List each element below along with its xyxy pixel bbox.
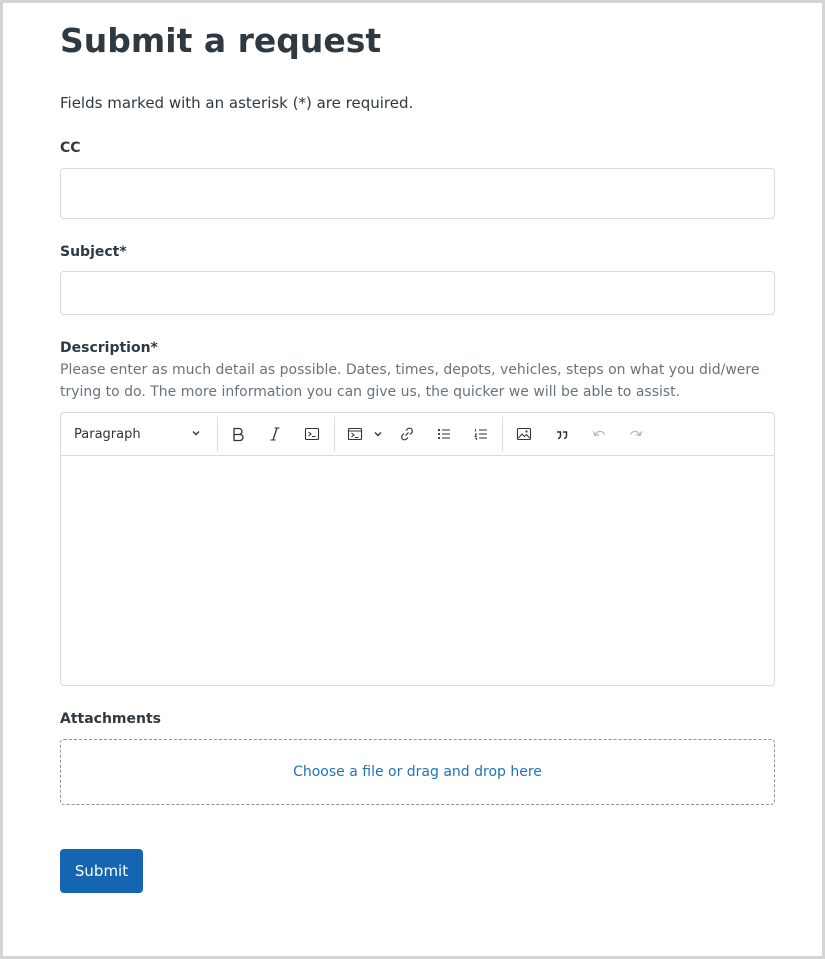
image-icon — [516, 426, 532, 442]
image-button[interactable] — [511, 421, 537, 447]
undo-icon — [591, 426, 607, 442]
code-block-button[interactable] — [342, 421, 368, 447]
link-icon — [399, 426, 415, 442]
toolbar-divider — [217, 417, 218, 451]
bulleted-list-button[interactable] — [431, 421, 457, 447]
quote-button[interactable] — [549, 421, 575, 447]
code-icon — [304, 426, 320, 442]
description-hint: Please enter as much detail as possible. Dates, times, depots, vehicles, steps on what you did/were trying to do. The more information you can give us, the quicker we will be able to assist. — [60, 362, 760, 400]
link-button[interactable] — [394, 421, 420, 447]
chevron-down-icon — [191, 427, 201, 442]
required-fields-note: Fields marked with an asterisk (*) are required. — [60, 94, 414, 112]
toolbar-divider — [334, 417, 335, 451]
page-title: Submit a request — [60, 21, 382, 60]
format-select-label: Paragraph — [74, 426, 141, 442]
bulleted-list-icon — [436, 426, 452, 442]
attachments-label: Attachments — [60, 711, 162, 727]
redo-button[interactable] — [623, 421, 649, 447]
attachments-dropzone[interactable] — [60, 739, 775, 805]
bold-icon — [230, 426, 246, 442]
bold-button[interactable] — [225, 421, 251, 447]
toolbar-divider — [502, 417, 503, 451]
undo-button[interactable] — [586, 421, 612, 447]
description-editor-body[interactable] — [61, 456, 774, 685]
code-block-icon — [347, 426, 363, 442]
numbered-list-icon — [473, 426, 489, 442]
description-label: Description* — [60, 340, 158, 356]
italic-icon — [267, 426, 283, 442]
cc-label: CC — [60, 140, 81, 156]
code-block-dropdown-button[interactable] — [371, 421, 385, 447]
choose-file-link[interactable]: Choose a file or drag and drop here — [293, 764, 542, 780]
format-select[interactable] — [67, 421, 207, 447]
cc-input[interactable] — [60, 168, 775, 219]
editor-toolbar — [61, 413, 774, 456]
italic-button[interactable] — [262, 421, 288, 447]
redo-icon — [628, 426, 644, 442]
subject-input[interactable] — [60, 271, 775, 315]
subject-label: Subject* — [60, 244, 127, 260]
description-editor — [60, 412, 775, 686]
numbered-list-button[interactable] — [468, 421, 494, 447]
quote-icon — [554, 426, 570, 442]
submit-button[interactable]: Submit — [60, 849, 143, 893]
code-button[interactable] — [299, 421, 325, 447]
chevron-down-icon — [373, 429, 383, 439]
